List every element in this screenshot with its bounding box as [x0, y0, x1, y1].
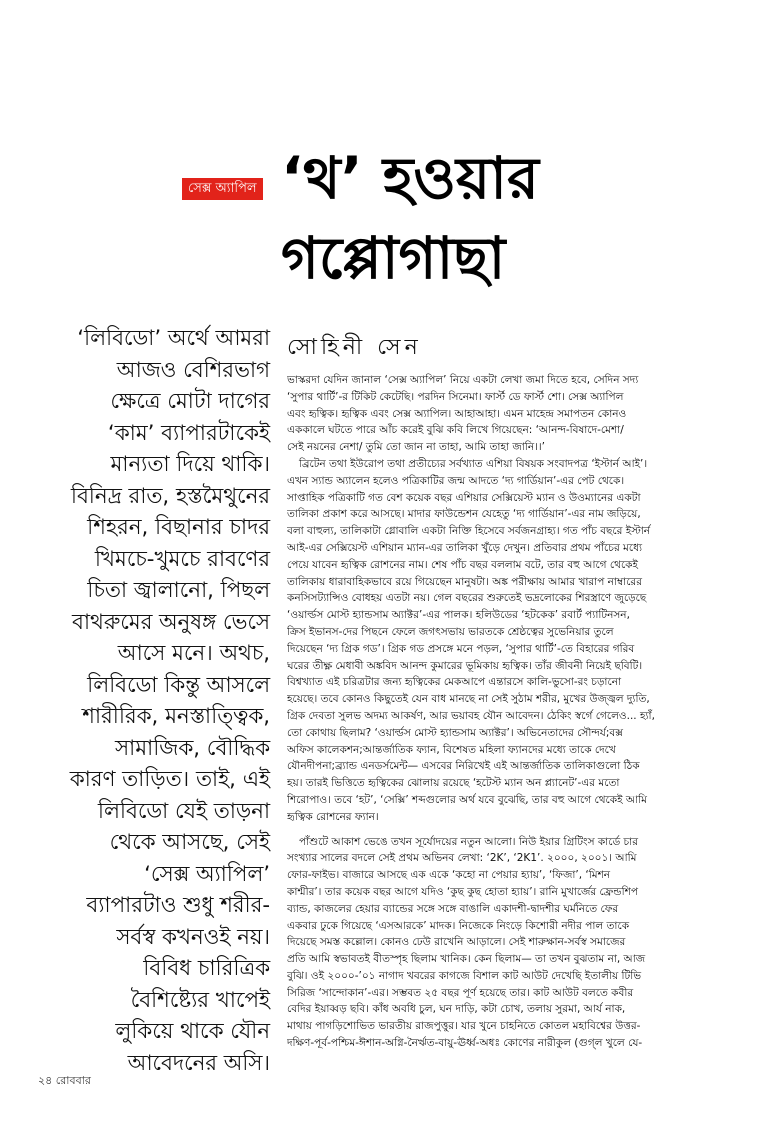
body-line: আই-এর সেক্সিয়েস্ট এশিয়ান ম্যান-এর তালিকা খুঁড়ে দেখুন। প্রতিবার প্রথম পাঁচের মধ্যে — [287, 541, 643, 554]
body-line: গ্রিক দেবতা সুলভ অদম্য আকর্ষণ, আর ভয়াবহ যৌন আবেদন। ঠেকিং স্বর্গে গেলেও... হ্যাঁ, — [287, 709, 655, 722]
body-line: হয়। তারই ভিত্তিতে হৃত্বিকের ঝোলায় রয়েছে ‘হটেস্ট ম্যান অন প্ল্যানেট’-এর মতো — [287, 777, 620, 790]
pullquote-line: সামাজিক, বৌদ্ধিক — [114, 735, 270, 761]
pullquote-line: লিবিডো কিন্তু আসলে — [87, 672, 270, 698]
pullquote-line: ‘লিবিডো’ অর্থে আমরা — [77, 326, 270, 351]
page-folio: ২৪ রোববার — [38, 1074, 91, 1087]
body-line: দক্ষিণ-পূর্ব-পশ্চিম-ঈশান-অগ্নি-নৈর্ঋত-বায়ু-ঊর্ধ্ব-অধঃ কোণের নারীকুল (গুগ্‌ল খুলে যে- — [287, 1037, 643, 1050]
body-line: ব্রিটেন তথা ইউরোপ তথা প্রতীচ্যের সর্বখ্যাত এশিয়া বিষয়ক সংবাদপত্র ‘ইস্টার্ন আই’। — [299, 457, 648, 470]
pullquote-line: খিমচে-খুমচে রাবণের — [94, 546, 270, 572]
headline-line-2: গপ্পোগাছা — [281, 224, 506, 292]
body-line: এবং হৃত্বিক। হৃত্বিক এবং সেক্স অ্যাপিল। আহাআহা। এমন মাহেন্দ্র সমাপতন কোনও — [287, 407, 627, 420]
body-line: প্রতি আমি স্বভাবতই বীতস্পৃহ ছিলাম খানিক। কেন ছিলাম— তা তখন বুঝতাম না, আজ — [287, 953, 646, 966]
paragraph-2 — [287, 456, 743, 826]
pullquote — [24, 323, 270, 1079]
body-line: ক্রিস ইভানস-দের পিছনে ফেলে জগৎসভায় ভারতকে শ্রেষ্ঠত্বের সুভেনিয়ার তুলে — [287, 625, 614, 638]
pullquote-line: শারীরিক, মনস্তাত্ত্বিক, — [82, 704, 270, 729]
pullquote-line: থেকে আসছে, সেই — [109, 830, 270, 855]
body-line: হয়েছে। তবে কোনও কিছুতেই যেন বাধ মানছে না সেই সুঠাম শরীর, মুখের উজ্জ্বল দ্যুতি, — [287, 693, 650, 706]
body-line: যৌনদীপনা;ব্র্যান্ড এনডর্সমেন্ট— এসবের নিরিখেই এই আন্তর্জাতিক তালিকাগুলো ঠিক — [287, 760, 640, 773]
body-line: তালিকা প্রকাশ করে আসছে। মাদার ফাউন্ডেশন যেহেতু ‘দ্য গার্ডিয়ান’-এর নাম জড়িয়ে, — [287, 508, 641, 521]
body-line: বলা বাহুল্য, তালিকাটা গ্লোবালি একটা নিক্তি হিসেবে সর্বজনগ্রাহ্য। গত পাঁচ বছরে ইস্টার্ন — [287, 525, 651, 538]
pullquote-line: আবেদনের অসি। — [127, 1050, 270, 1076]
body-line: ব্যান্ড, কাজলের হেয়ার ব্যান্ডের সঙ্গে সঙ্গে বাঙালি একাদশী-দ্বাদশীর ঘর্মনিতে ফের — [287, 902, 619, 915]
body-line: বুঝি। ওই ২০০০-’০১ নাগাদ খবরের কাগজে বিশাল কাট আউট দেখেছি ইতালীয় টিভি — [287, 969, 642, 982]
pullquote-line: ‘কাম’ ব্যাপারটাকেই — [107, 420, 270, 446]
body-line: পাঁশুটে আকাশ ভেঙে তখন সূর্যোদয়ের নতুন আলো। নিউ ইয়ার গ্রিটিংস কার্ডে চার — [299, 835, 638, 848]
body-line: বিশ্বখ্যাত এই চরিত্রটার জন্য হৃত্বিকের মেকআপে এন্তারসে কালি-ভুসো-রং চড়ানো — [287, 676, 622, 689]
pullquote-line: লিবিডো যেই তাড়না — [97, 798, 270, 824]
body-line: দিয়েছে সমস্ত কল্লোল। কোনও ঢেউ রাখেনি আড়ালে। সেই শারুক্ষান-সর্বস্ব সমাজের — [287, 936, 626, 949]
pullquote-line: ‘সেক্স অ্যাপিল’ — [144, 861, 270, 887]
body-line: কাশ্মীর’। তার কয়েক বছর আগে যদিও ‘কুছ কুছ হোতা হ্যায়’। রানি মুখার্জের ফ্রেন্ডশিপ — [287, 885, 639, 898]
pullquote-line: ক্ষেত্রে মোটা দাগের — [110, 389, 270, 414]
paragraph-1 — [287, 372, 743, 456]
body-line: অফিস কালেকশন;আন্তর্জাতিক ফ্যান, বিশেষত মহিলা ফ্যানদের মধ্যে তাকে দেখে — [287, 743, 616, 756]
body-line: তালিকায় ধারাবাহিকভাবে রয়ে গিয়েছেন মানুষটা। অঙ্ক পরীক্ষায় আমার খারাপ নাম্বারের — [287, 575, 642, 588]
body-line: পেয়ে যাবেন হৃত্বিক রোশনের নাম। শেষ পাঁচ বছর বললাম বটে, তার বহু আগে থেকেই — [287, 558, 638, 571]
body-line: ভাস্করদা যেদিন জানাল ‘সেক্স অ্যাপিল’ নিয়ে একটা লেখা জমা দিতে হবে, সেদিন সদ্য — [287, 374, 639, 386]
pullquote-line: আসে মনে। অথচ, — [117, 641, 270, 666]
body-line: সাপ্তাহিক পত্রিকাটি গত বেশ কয়েক বছর এশিয়ার সেক্সিয়েস্ট ম্যান ও উওম্যানের একটা — [287, 491, 641, 504]
body-line: বেদির ইয়াব্বড় ছবি। কাঁধ অবধি চুল, ঘন দাড়ি, কটা চোখ, তলায় সুরমা, আর্য নাক, — [287, 1003, 626, 1016]
headline — [281, 138, 741, 298]
pullquote-line: বৈশিষ্ট্যের খাপেই — [130, 987, 270, 1013]
pullquote-line: বাথরুমের অনুষঙ্গ ভেসে — [72, 609, 270, 635]
pullquote-line: বিনিদ্র রাত, হস্তমৈথুনের — [70, 483, 270, 509]
body-line: হৃত্বিক রোশনের ফ্যান। — [287, 810, 379, 823]
pullquote-line: শিহরন, বিছানার চাদর — [87, 515, 270, 540]
body-line: সংখ্যার সালের বদলে সেই প্রথম অভিনব লেখা: ‘2K’, ‘2K1’. ২০০০, ২০০১। আমি — [287, 852, 637, 865]
body-line: ফোর-ফাইভ। বাজারে আসছে এক একে ‘কহো না পেয়ার হ্যায়’, ‘ফিজা’, ‘মিশন — [287, 869, 611, 882]
body-line: সিরিজ ‘সান্দোকান’-এর। সম্ভবত ২৫ বছর পূর্ণ হয়েছে তার। কাট আউট বলতে কবীর — [287, 986, 634, 999]
body-line: তো কোথায় ছিলাম? ‘ওয়ার্ল্ডস মোস্ট হ্যান্ডসাম অ্যাক্টর’। অভিনেতাদের সৌন্দর্য;বক্স — [287, 726, 623, 739]
article-body — [287, 372, 743, 1052]
pullquote-line: লুকিয়ে থাকে যৌন — [115, 1019, 270, 1044]
body-line: শিরোপাও। তবে ‘হট’, ‘সেক্সি’ শব্দগুলোর অর্থ যবে বুঝেছি, তার বহু আগে থেকেই আমি — [287, 793, 647, 806]
body-line: কনসিসট্যান্সিও বোধহয় এতটা নয়। গেল বছরের শুরুতেই ভদ্রলোকের শিরস্ত্রাণে জুড়েছে — [287, 592, 647, 605]
pullquote-line: সর্বস্ব কখনওই নয়। — [116, 924, 270, 950]
paragraph-3 — [287, 834, 743, 1052]
body-line: ‘ওয়ার্ল্ডস মোস্ট হ্যান্ডসাম অ্যাক্টর’-এর পালক। হলিউডের ‘হটকেক’ রবার্ট প্যাটিনসন, — [287, 609, 630, 622]
body-line: সেই নয়নের নেশা/ তুমি তো জান না তাহা, আমি তাহা জানি।।’ — [287, 441, 545, 454]
body-line: একবার ঢুকে গিয়েছে ‘এসআরকে’ মাদক। নিজেকে নিংড়ে কিশোরী নদীর পাল তাকে — [287, 919, 630, 932]
byline: সোহিনী সেন — [287, 335, 422, 360]
pullquote-line: কারণ তাড়িত। তাই, এই — [69, 767, 270, 792]
pullquote-line: মান্যতা দিয়ে থাকি। — [110, 452, 270, 477]
body-line: ঘরের তীক্ষ্ণ মেধাবী অঙ্কবিদ আনন্দ কুমারের ভূমিকায় হৃত্বিক। তাঁর জীবনী নিয়েই ছবিটি। — [287, 659, 643, 672]
body-line: ‘সুপার থার্টি’-র টিকিট কেটেছি। পরদিন সিনেমা। ফার্স্ট ডে ফার্স্ট শো। সেক্স অ্যাপিল — [287, 390, 624, 403]
pullquote-line: বিবিধ চারিত্রিক — [143, 956, 270, 981]
body-line: এখন স্যান্ড অ্যালেন হলেও পত্রিকাটির জন্ম আদতে ‘দ্য গার্ডিয়ান’-এর পেট থেকে। — [287, 474, 625, 487]
section-tag: সেক্স অ্যাপিল — [182, 178, 263, 200]
body-line: মাথায় পাগড়িশোভিত ভারতীয় রাজপুত্তুর। যার খুনে চাহনিতে কোতল মহাবিশ্বের উত্তর- — [287, 1020, 641, 1033]
headline-line-1: ‘থ’ হওয়ার — [281, 144, 539, 212]
pullquote-line: চিতা জ্বালানো, পিছল — [87, 578, 270, 603]
pullquote-line: ব্যাপারটাও শুধু শরীর- — [86, 893, 270, 918]
body-line: এককালে ঘটতে পারে আঁচ করেই বুঝি কবি লিখে গিয়েছেন: ‘আনন্দ-বিষাদে-মেশা/ — [287, 424, 624, 437]
body-line: দিয়েছেন ‘দ্য গ্রিক গড’। গ্রিক গড প্রসঙ্গে মনে পড়ল, ‘সুপার থার্টি’-তে বিহারের গরিব — [287, 642, 635, 655]
pullquote-line: আজও বেশিরভাগ — [116, 357, 270, 383]
